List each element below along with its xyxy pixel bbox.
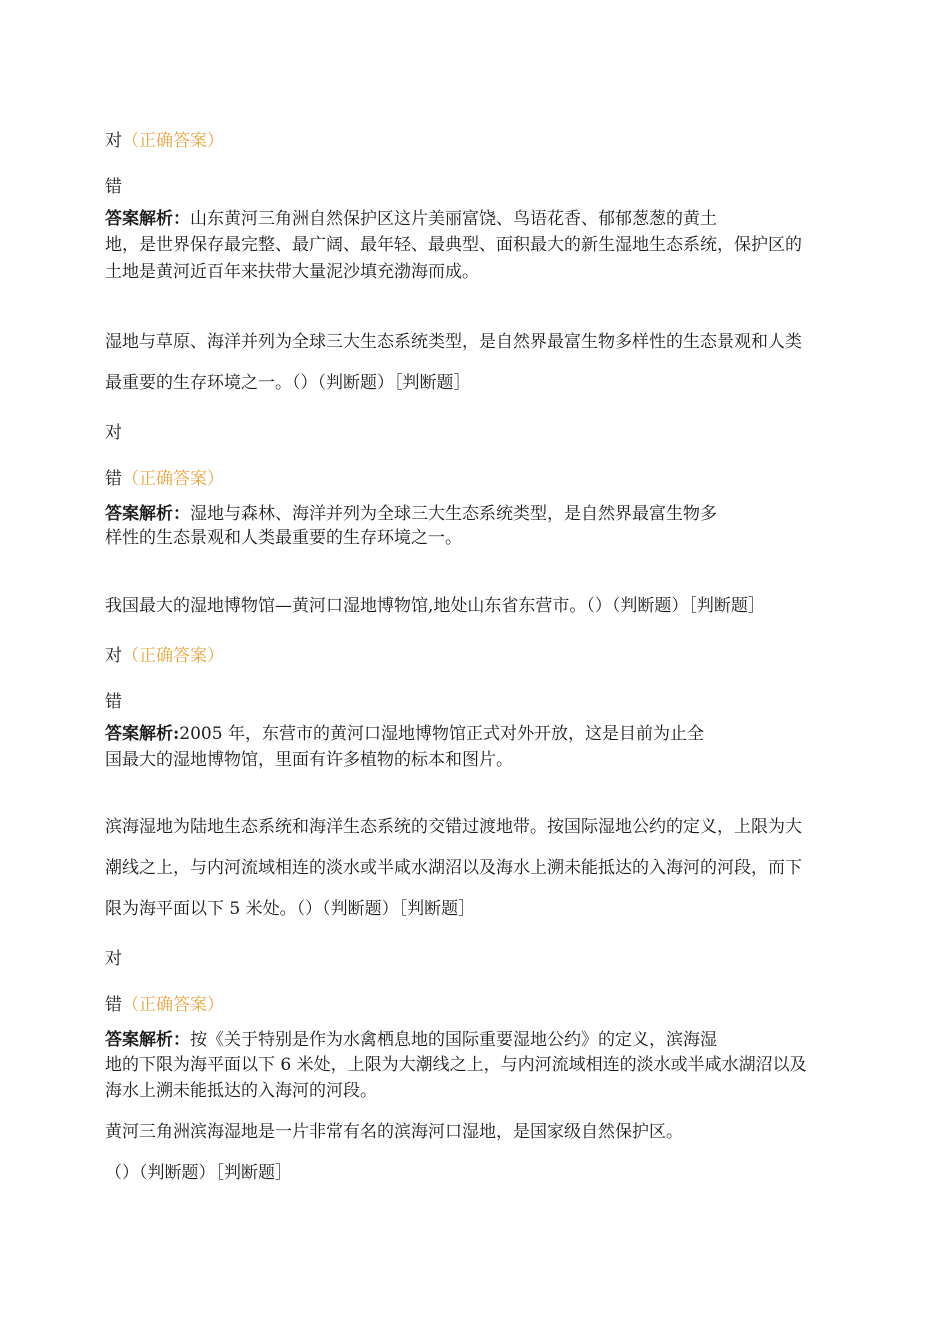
analysis-line: 答案解析：山东黄河三角洲自然保护区这片美丽富饶、鸟语花香、郁郁葱葱的黄土 [105,209,717,229]
correct-answer-tag: （正确答案） [122,469,224,489]
analysis-line: 答案解析：按《关于特别是作为水禽栖息地的国际重要湿地公约》的定义，滨海湿 [105,1030,717,1050]
analysis-label: 答案解析： [105,1030,190,1050]
option-false[interactable]: 错 [105,177,122,197]
question-line: 滨海湿地为陆地生态系统和海洋生态系统的交错过渡地带。按国际湿地公约的定义，上限为大 [105,817,802,837]
option-false[interactable]: 错（正确答案） [105,469,224,489]
question-line: 我国最大的湿地博物馆—黄河口湿地博物馆,地处山东省东营市。（）（判断题）［判断题］ [105,596,765,616]
option-true[interactable]: 对（正确答案） [105,131,224,151]
question-line: （）（判断题）［判断题］ [105,1163,292,1183]
analysis-label: 答案解析: [105,724,180,744]
analysis-line: 地，是世界保存最完整、最广阔、最年轻、最典型、面积最大的新生湿地生态系统，保护区的 [105,235,802,255]
analysis-line: 答案解析：湿地与森林、海洋并列为全球三大生态系统类型，是自然界最富生物多 [105,504,717,524]
option-false[interactable]: 错（正确答案） [105,995,224,1015]
analysis-line: 答案解析:2005 年，东营市的黄河口湿地博物馆正式对外开放，这是目前为止全 [105,724,704,744]
analysis-line: 样性的生态景观和人类最重要的生存环境之一。 [105,528,462,548]
question-line: 湿地与草原、海洋并列为全球三大生态系统类型，是自然界最富生物多样性的生态景观和人类 [105,332,802,352]
correct-answer-tag: （正确答案） [122,646,224,666]
option-true[interactable]: 对 [105,423,122,443]
analysis-label: 答案解析： [105,209,190,229]
analysis-label: 答案解析： [105,504,190,524]
question-line: 黄河三角洲滨海湿地是一片非常有名的滨海河口湿地，是国家级自然保护区。 [105,1122,683,1142]
question-line: 限为海平面以下 5 米处。（）（判断题）［判断题］ [105,899,476,919]
correct-answer-tag: （正确答案） [122,131,224,151]
option-true[interactable]: 对（正确答案） [105,646,224,666]
correct-answer-tag: （正确答案） [122,995,224,1015]
analysis-line: 土地是黄河近百年来扶带大量泥沙填充渤海而成。 [105,262,479,282]
option-false[interactable]: 错 [105,692,122,712]
analysis-line: 国最大的湿地博物馆，里面有许多植物的标本和图片。 [105,750,513,770]
question-line: 潮线之上，与内河流域相连的淡水或半咸水湖沼以及海水上溯未能抵达的入海河的河段，而下 [105,858,802,878]
analysis-line: 地的下限为海平面以下 6 米处，上限为大潮线之上，与内河流域相连的淡水或半咸水湖沼以及 [105,1055,807,1075]
question-line: 最重要的生存环境之一。（）（判断题）［判断题］ [105,373,471,393]
option-true[interactable]: 对 [105,949,122,969]
analysis-line: 海水上溯未能抵达的入海河的河段。 [105,1081,377,1101]
